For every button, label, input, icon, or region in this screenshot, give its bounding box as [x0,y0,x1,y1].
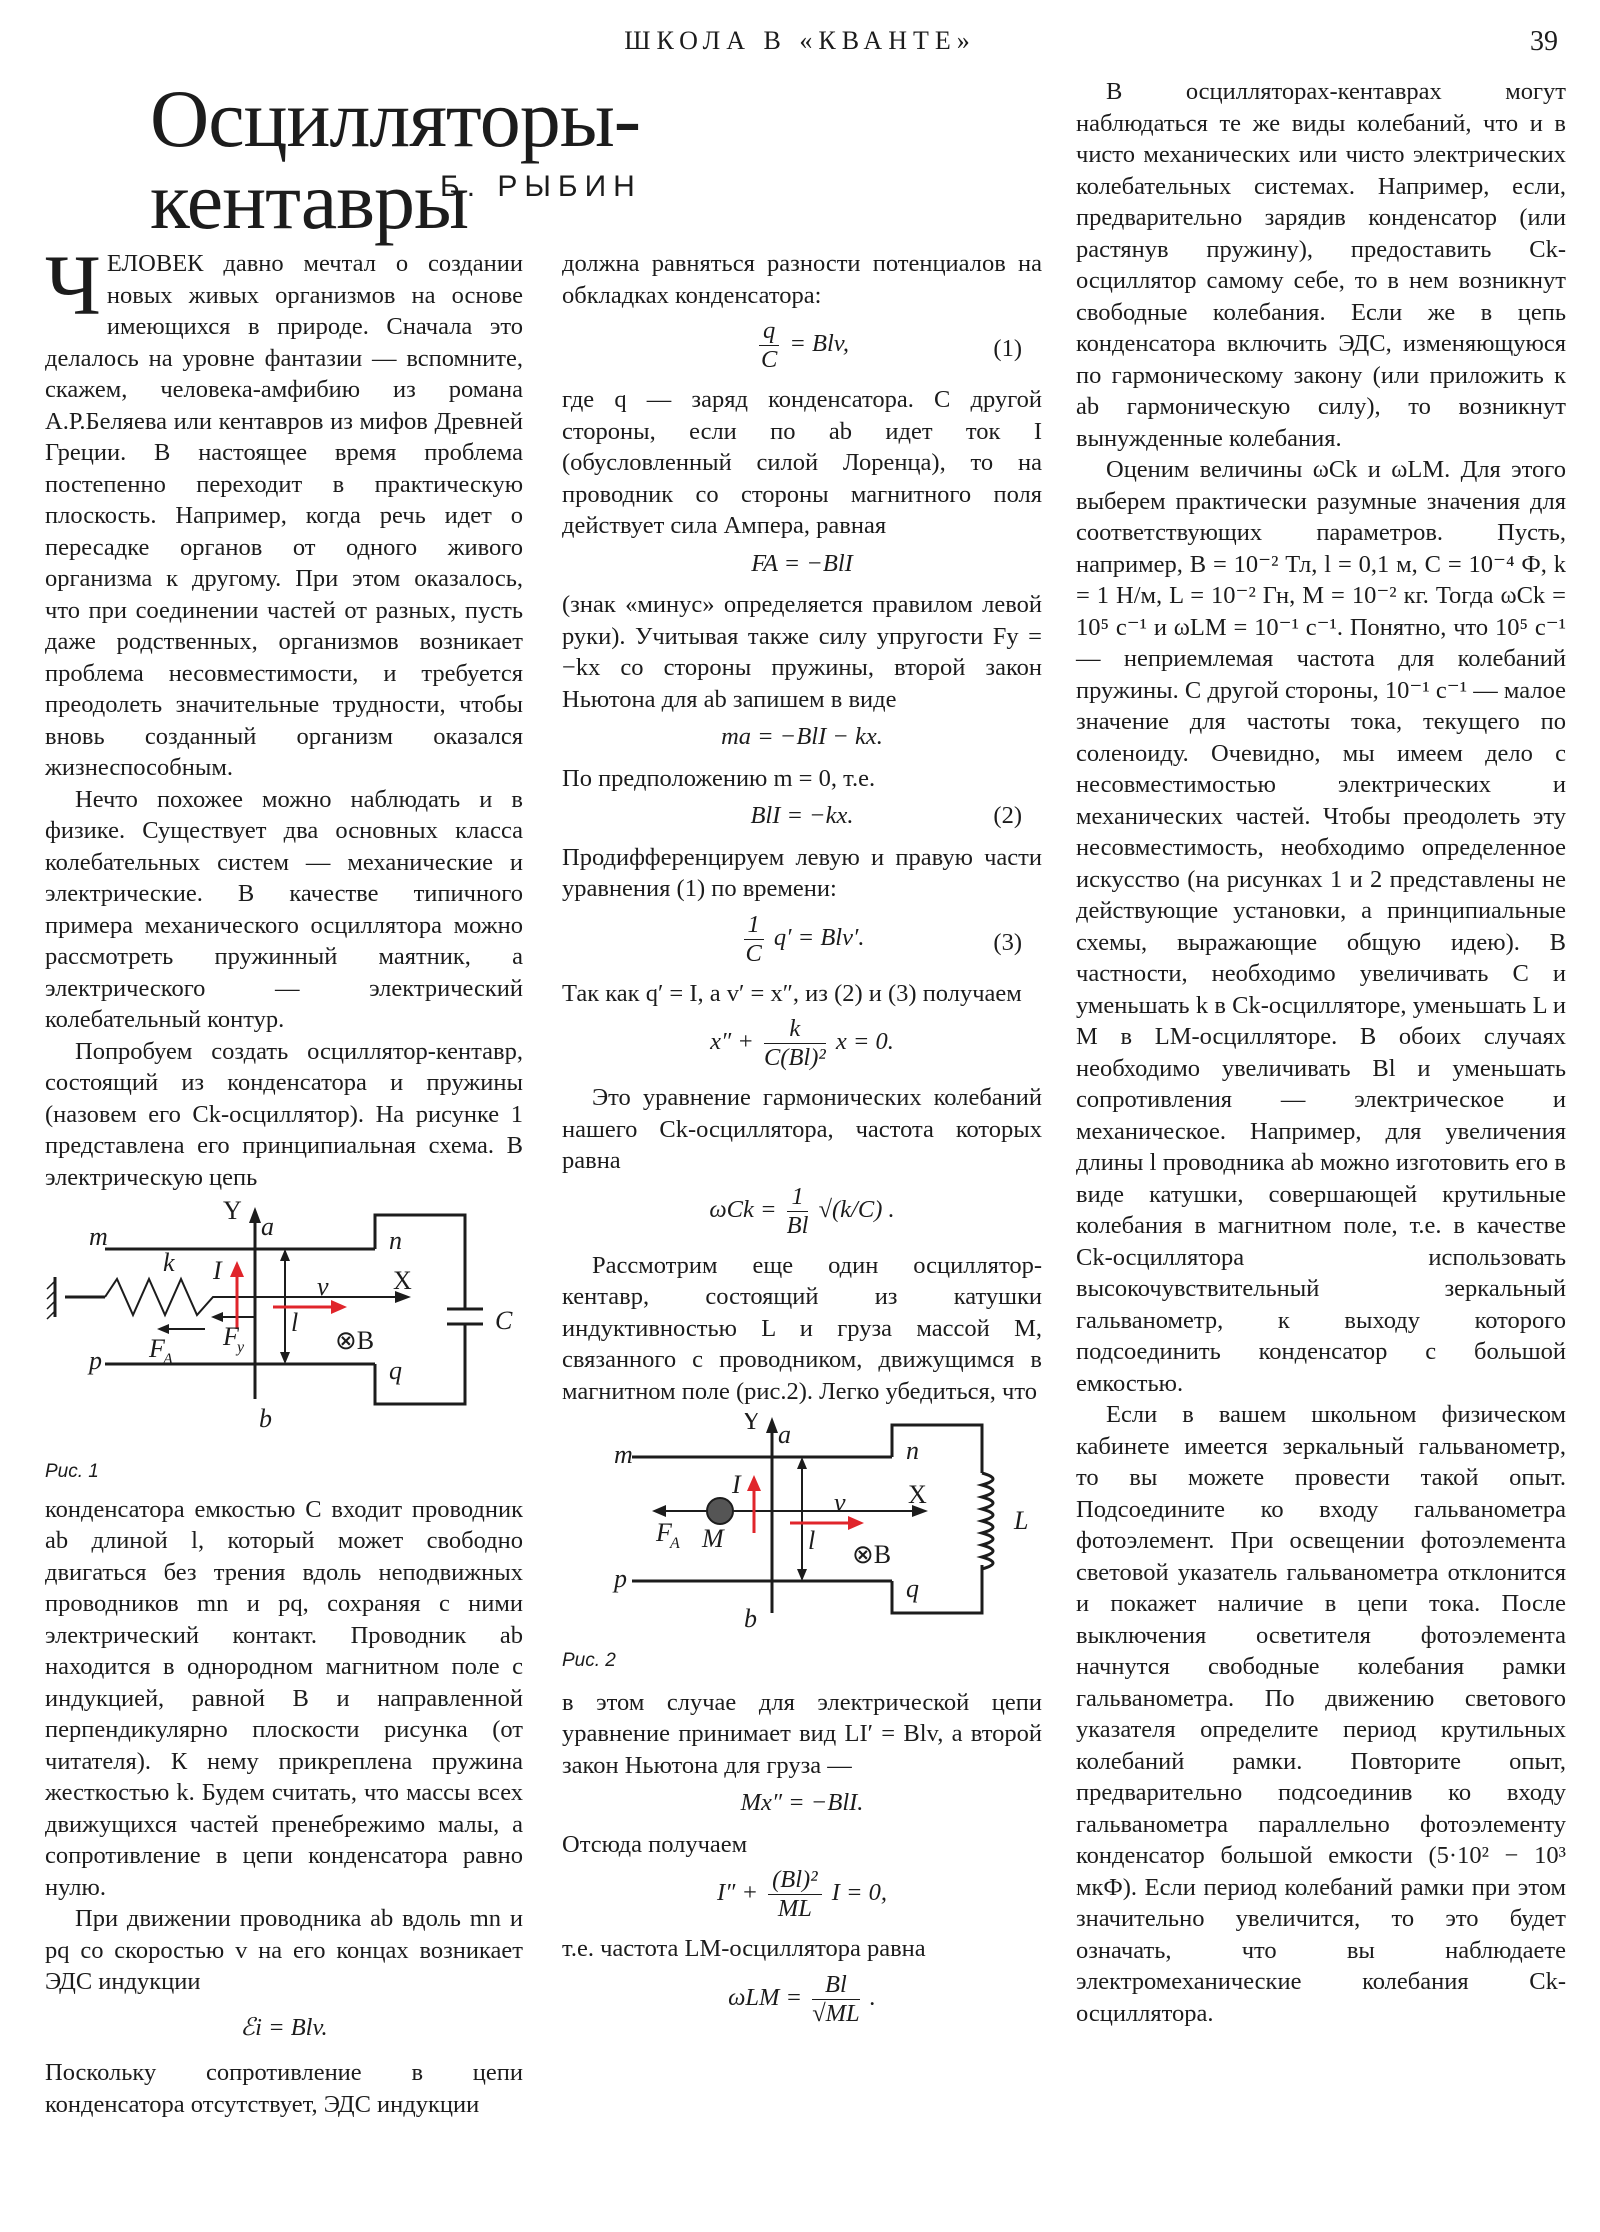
label-a: a [778,1420,791,1449]
paragraph-text: ЕЛОВЕК давно мечтал о создании новых живых организмов на основе имеющихся в природе. Сначала это делалось на уровне фантазии — вспомните, скажем, человека-амфибию из романа А.Р.Беляева или кентавров из мифов Древней Греции. В настоящее время проблема постепенно переходит в практическую плоскость. Например, когда речь идет о пересадке органов от одного живого организма к другому. При этом оказалось, что при соединении частей от разных, пусть даже родственных, организмов возникает проблема несовместимости, и требуется преодолеть значительные трудности, чтобы вновь созданный организм оказался жизнеспособным. [45,250,523,781]
label-n: n [389,1226,402,1255]
label-m: m [614,1440,633,1469]
label-l-coil: L [1014,1506,1029,1535]
figure-2-caption: Рис. 2 [562,1650,616,1671]
label-b: b [744,1604,757,1633]
figure-1-diagram [45,1199,523,1454]
paragraph: Так как q′ = I, а v′ = x″, из (2) и (3) получаем [562,979,1022,1007]
label-y: Y [742,1413,761,1435]
label-a: a [261,1212,274,1241]
paragraph: По предположению m = 0, т.е. [562,764,876,792]
paragraph: В осцилляторах-кентаврах могут наблюдаться те же виды колебаний, что и в чисто механических или чисто электрических колебательных системах. Например, если, предварительно зарядив конденсатор (или растянув пружину), предоставить Ck-осциллятор самому себе, то в нем возникнут свободные колебания. Если же в цепь конденсатора включить ЭДС, изменяющуюся по гармоническому закону (или приложить к ab гармоническую силу), то возникнут вынужденные колебания. [1076,78,1566,452]
paragraph: должна равняться разности потенциалов на обкладках конденсатора: [562,250,1042,309]
formula-4: x″ + $\frac{k}{\text{C(Bl)²}}$ x = 0. [710,1015,894,1071]
label-fa-sub: A [163,1351,173,1368]
column-1 [45,237,523,2120]
formula-8: ωLM = $\frac{Bl}{√ML}$ . [728,1970,876,2027]
label-l: l [291,1308,299,1337]
paragraph: (знак «минус» определяется правилом левой руки). Учитывая также силу упругости Fy = −kx со стороны пружины, второй закон Ньютона для ab запишем в виде [562,591,1042,713]
label-i: I [732,1470,741,1499]
formula-7: I″ + $\frac{\text{(Bl)²}}{ML}$ I = 0, [716,1866,888,1922]
equation-number: (3) [993,928,1022,956]
paragraph: в этом случае для электрической цепи уравнение принимает вид LI′ = Blv, а второй закон Ньютона для груза — [562,1688,1042,1779]
label-x: X [908,1480,927,1509]
column-3 [1076,76,1566,2029]
label-k: k [163,1248,175,1277]
formula-5: ωCk = $\frac{1}{Bl}$ √(k/C) . [709,1182,895,1239]
label-fy-sub: y [237,1339,245,1356]
paragraph: Если в вашем школьном физическом кабинете имеется зеркальный гальванометр, то вы можете провести такой опыт. Подсоедините ко входу гальванометра фотоэлемент. При освещении фотоэлемента световой указатель гальванометра отклонится и покажет наличие в цепи тока. После выключения осветителя фотоэлемента начнутся свободные колебания рамки гальванометра. По движению светового указателя определите период крутильных колебаний рамки. Повторите опыт, предварительно подсоединив ко входу гальванометра параллельно фотоэлементу конденсатор большой емкости (5·10² − 10³ мкФ). Если период колебаний рамки при этом значительно увеличится, то это будет означать, что вы наблюдаете электромеханические колебания Ck-осциллятора. [1076,1401,1566,2027]
label-m: m [89,1222,108,1251]
formula-3: $\frac{1}{C}$ q′ = Blv′. (3) [745,910,1022,967]
label-fa: F [656,1518,672,1547]
formula-newton: ma = −BlI − kx. [721,723,883,750]
label-v: v [317,1272,329,1301]
equation-number: (1) [993,335,1022,362]
figure-1-caption: Рис. 1 [45,1461,99,1482]
label-q: q [906,1574,919,1603]
label-i: I [213,1256,222,1285]
article-author: Б. РЫБИН [440,170,642,203]
label-x: X [393,1266,412,1295]
label-fa: F [149,1334,165,1363]
drop-cap: Ч [45,237,101,333]
label-p: p [614,1564,627,1593]
mass-ball [707,1498,733,1524]
paragraph: Это уравнение гармонических колебаний нашего Ck-осциллятора, частота которых равна [562,1084,1042,1174]
paragraph: При движении проводника ab вдоль mn и pq со скоростью v на его концах возникает ЭДС индукции [45,1905,523,1995]
formula-6: Mx″ = −BlI. [740,1789,864,1816]
article-title: Осцилляторы-кентавры [150,73,641,246]
paragraph: Нечто похожее можно наблюдать и в физике. Существует два основных класса колебательных систем — механические и электрические. В качестве типичного примера механического осциллятора можно рассмотреть пружинный маятник, а электрического — электрический колебательный контур. [45,785,523,1033]
paragraph: Оценим величины ωCk и ωLM. Для этого выберем практически разумные значения для соответствующих параметров. Пусть, например, B = 10⁻² Тл, l = 0,1 м, C = 10⁻⁴ Ф, k = 1 Н/м, L = 10⁻² Гн, M = 10⁻² кг. Тогда ωCk = 10⁵ с⁻¹ и ωLM = 10⁻¹ с⁻¹. Понятно, что 10⁵ с⁻¹ — неприемлемая частота для колебаний пружины. С другой стороны, 10⁻¹ с⁻¹ — малое значение для частоты тока, текущего по соленоиду. Очевидно, мы имеем дело с несовместимостью электрических и механических частей. Чтобы преодолеть эту несовместимость, необходимо определенное искусство (на рисунках 1 и 2 представлены не действующие установки, а принципиальные схемы, выражающие общую идею). В частности, необходимо увеличивать C и уменьшать k в Ck-осцилляторе, уменьшать L и M в LM-осцилляторе. В обоих случаях необходимо увеличивать Bl и уменьшать сопротивления — электрическое и механическое. Например, для увеличения длины l проводника ab можно изготовить его в виде катушки, совершающей крутильные колебания в магнитном поле, т.е. в качестве Ck-осциллятора использовать высокочувствительный зеркальный гальванометр, к выходу которого подсоединить конденсатор с большой емкостью. [1076,456,1566,1397]
spring [105,1279,255,1315]
label-b: b [259,1404,272,1433]
page-number: 39 [1530,26,1558,57]
column-2 [562,248,1042,2038]
paragraph [45,237,523,784]
paragraph: Рассмотрим еще один осциллятор-кентавр, состоящий из катушки индуктивностью L и груза массой M, связанного с проводником, движущимся в магнитном поле (рис.2). Легко убедиться, что [562,1251,1042,1405]
formula-ampere: FA = −BlI [751,549,853,577]
label-q: q [389,1356,402,1385]
label-p: p [89,1346,102,1375]
paragraph: Продифференцируем левую и правую части уравнения (1) по времени: [562,843,1042,902]
paragraph: Попробуем создать осциллятор-кентавр, состоящий из конденсатора и пружины (назовем его Ck-осциллятор). На рисунке 1 представлена его принципиальная схема. В электрическую цепь [45,1037,523,1191]
label-fy: F [223,1322,239,1351]
paragraph: Отсюда получаем [562,1830,748,1858]
label-l: l [808,1526,816,1555]
label-fa-sub: A [670,1535,680,1552]
label-v: v [834,1488,846,1517]
figure-2-diagram [562,1413,1042,1643]
label-b-field: ⊗B [852,1540,892,1569]
formula-emf: ℰi = Blv. [240,2013,328,2041]
paragraph: конденсатора емкостью C входит проводник ab длиной l, который может свободно двигаться без трения вдоль неподвижных проводников mn и pq, сохраняя с ними электрический контакт. Проводник ab находится в однородном магнитном поле с индукцией, равной B и направленной перпендикулярно плоскости рисунка (от читателя). К нему прикреплена пружина жесткостью k. Будем считать, что массы всех движущихся частей пренебрежимо малы, а сопротивление в цепи конденсатора равно нулю. [45,1495,523,1901]
formula-1: $\frac{q}{C}$ = Blv, (1) [760,317,1022,373]
paragraph: Поскольку сопротивление в цепи конденсатора отсутствует, ЭДС индукции [45,2059,523,2118]
coil [982,1473,993,1569]
label-m-mass: M [702,1524,724,1553]
label-n: n [906,1436,919,1465]
paragraph: т.е. частота LM-осциллятора равна [562,1935,926,1962]
y-arrow-head [249,1207,261,1223]
equation-number: (2) [993,802,1022,829]
label-b-field: ⊗B [335,1326,375,1355]
label-y: Y [223,1199,242,1225]
paragraph: где q — заряд конденсатора. С другой стороны, если по ab идет ток I (обусловленный силой Лоренца), то на проводник со стороны магнитного поля действует сила Ампера, равная [562,386,1042,539]
running-head: ШКОЛА В «КВАНТЕ» [624,26,976,55]
formula-2: BlI = −kx. (2) [562,800,1042,832]
label-c: C [495,1306,513,1335]
